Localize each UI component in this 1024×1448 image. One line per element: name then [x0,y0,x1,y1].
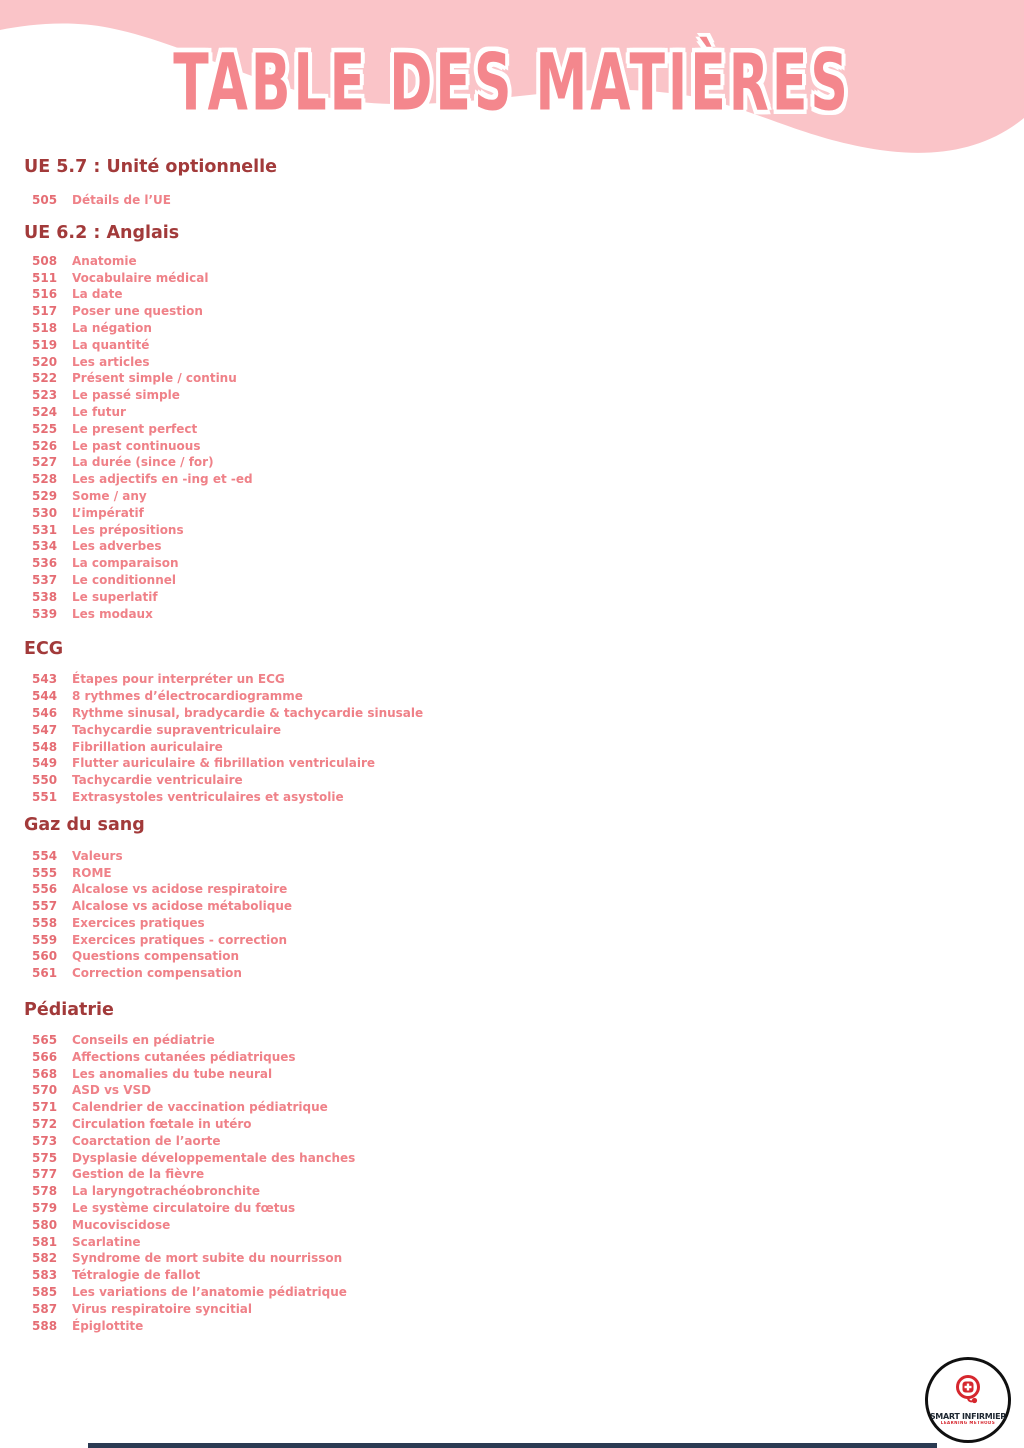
toc-entry[interactable] [32,1166,1000,1183]
toc-entry-label: Vocabulaire médical [72,270,209,285]
toc-entry[interactable] [32,606,1000,623]
toc-entry-page-number: 538 [32,589,58,604]
toc-entry-page-number: 581 [32,1234,58,1249]
toc-entry[interactable] [32,881,1000,898]
toc-entry[interactable] [32,1284,1000,1301]
toc-entry-page-number: 550 [32,773,58,788]
toc-entry-label: Circulation fœtale in utéro [72,1117,252,1132]
toc-entry-label: Calendrier de vaccination pédiatrique [72,1100,328,1115]
toc-entry[interactable] [32,1116,1000,1133]
toc-entry-page-number: 575 [32,1150,58,1165]
toc-entry-label: La quantité [72,337,150,352]
toc-entry-label: Le present perfect [72,421,198,436]
toc-entry[interactable] [32,320,1000,337]
toc-entry-page-number: 585 [32,1285,58,1300]
toc-entry[interactable] [32,555,1000,572]
toc-entry-page-number: 579 [32,1201,58,1216]
toc-entry[interactable] [32,1150,1000,1167]
toc-entry[interactable] [32,303,1000,320]
toc-entry-page-number: 583 [32,1268,58,1283]
toc-entry-page-number: 548 [32,739,58,754]
stethoscope-shield-icon [953,1374,983,1410]
toc-entry-label: Les modaux [72,606,153,621]
toc-entry-label: Exercices pratiques [72,915,205,930]
toc-entry[interactable] [32,671,1000,688]
toc-entry-label: Tétralogie de fallot [72,1268,201,1283]
toc-entry[interactable] [32,915,1000,932]
toc-entry-page-number: 505 [32,193,58,207]
toc-entry-label: Poser une question [72,304,203,319]
toc-entry[interactable] [32,772,1000,789]
toc-entry-page-number: 582 [32,1251,58,1266]
toc-entry-label: Le système circulatoire du fœtus [72,1201,296,1216]
toc-section-heading: ECG [24,639,64,660]
toc-entry[interactable] [32,421,1000,438]
toc-entry-page-number: 517 [32,304,58,319]
toc-entry-page-number: 556 [32,882,58,897]
toc-entry[interactable] [32,192,1000,209]
toc-entry-label: Tachycardie ventriculaire [72,773,243,788]
toc-entry-page-number: 528 [32,472,58,487]
toc-entry-page-number: 529 [32,488,58,503]
toc-entry-page-number: 587 [32,1301,58,1316]
toc-entry-page-number: 559 [32,932,58,947]
toc-entry-label: La laryngotrachéobronchite [72,1184,260,1199]
toc-entry-page-number: 520 [32,354,58,369]
toc-entry[interactable] [32,705,1000,722]
toc-entry-label: Alcalose vs acidose respiratoire [72,882,288,897]
toc-entry[interactable] [32,589,1000,606]
toc-entry[interactable] [32,1183,1000,1200]
toc-entry[interactable] [32,1250,1000,1267]
toc-entry-page-number: 571 [32,1100,58,1115]
toc-entry-label: La comparaison [72,556,179,571]
toc-entry-page-number: 511 [32,270,58,285]
toc-entry[interactable] [32,1217,1000,1234]
toc-entry[interactable] [32,965,1000,982]
toc-entry-label: Détails de l’UE [72,193,171,207]
toc-entry[interactable] [32,755,1000,772]
toc-entry-page-number: 539 [32,606,58,621]
toc-entry[interactable] [32,948,1000,965]
toc-entry-page-number: 568 [32,1066,58,1081]
toc-entry-page-number: 561 [32,966,58,981]
toc-entry[interactable] [32,1200,1000,1217]
toc-entry-label: Gestion de la fièvre [72,1167,205,1182]
toc-entry-label: ROME [72,865,112,880]
toc-entry[interactable] [32,722,1000,739]
toc-entry-page-number: 522 [32,371,58,386]
toc-entry-label: Exercices pratiques - correction [72,932,288,947]
toc-entry-label: Dysplasie développementale des hanches [72,1150,356,1165]
toc-entry-page-number: 558 [32,915,58,930]
toc-entry-label: Mucoviscidose [72,1217,171,1232]
toc-entry[interactable] [32,1032,1000,1049]
toc-entry-label: Rythme sinusal, bradycardie & tachycardie sinusale [72,705,424,720]
toc-entry-label: Some / any [72,488,147,503]
toc-entry[interactable] [32,865,1000,882]
toc-entry-page-number: 523 [32,388,58,403]
toc-section [24,814,1000,982]
toc-entry[interactable] [32,1099,1000,1116]
toc-entry-label: Les adjectifs en -ing et -ed [72,472,253,487]
footer-bar [88,1443,937,1448]
toc-entry-label: La date [72,287,123,302]
toc-entry[interactable] [32,688,1000,705]
toc-entry-page-number: 534 [32,539,58,554]
toc-entry-label: Correction compensation [72,966,242,981]
toc-entry-page-number: 508 [32,253,58,268]
toc-entry-label: Le futur [72,404,126,419]
toc-entry-label: Anatomie [72,253,137,268]
toc-entry-label: ASD vs VSD [72,1083,152,1098]
toc-entry[interactable] [32,454,1000,471]
toc-entry-label: La négation [72,320,152,335]
toc-entry-page-number: 516 [32,287,58,302]
toc-entry[interactable] [32,505,1000,522]
toc-entry[interactable] [32,404,1000,421]
toc-entry[interactable] [32,1301,1000,1318]
toc-entry-list [24,253,1000,623]
toc-entry-page-number: 544 [32,689,58,704]
toc-entry[interactable] [32,522,1000,539]
toc-section-heading: UE 5.7 : Unité optionnelle [24,157,278,177]
toc-entry-list [24,192,1000,209]
toc-entry-label: Étapes pour interpréter un ECG [72,672,285,687]
toc-entry-label: Conseils en pédiatrie [72,1033,215,1048]
toc-entry-label: Présent simple / continu [72,371,237,386]
toc-entry-label: Flutter auriculaire & fibrillation ventriculaire [72,756,376,771]
toc-entry[interactable] [32,471,1000,488]
toc-entry-page-number: 560 [32,949,58,964]
toc-entry-page-number: 547 [32,722,58,737]
toc-entry[interactable] [32,1318,1000,1335]
table-of-contents [24,150,1000,1334]
toc-entry-label: Syndrome de mort subite du nourrisson [72,1251,343,1266]
toc-entry-page-number: 557 [32,899,58,914]
toc-entry[interactable] [32,1082,1000,1099]
toc-section [24,222,1000,623]
toc-entry-page-number: 565 [32,1033,58,1048]
toc-entry[interactable] [32,354,1000,371]
toc-entry[interactable] [32,438,1000,455]
toc-entry[interactable] [32,286,1000,303]
toc-entry[interactable] [32,488,1000,505]
toc-entry[interactable] [32,789,1000,806]
toc-entry-label: Les anomalies du tube neural [72,1066,273,1081]
toc-entry-label: Le conditionnel [72,572,176,587]
toc-section [24,638,1000,805]
toc-entry-page-number: 525 [32,421,58,436]
toc-entry-label: Le superlatif [72,589,158,604]
toc-entry-page-number: 531 [32,522,58,537]
toc-section-heading: Pédiatrie [24,1000,114,1021]
toc-entry-page-number: 527 [32,455,58,470]
toc-section-heading: Gaz du sang [24,814,145,835]
toc-entry[interactable] [32,387,1000,404]
toc-entry-label: Questions compensation [72,949,239,964]
toc-entry-page-number: 551 [32,789,58,804]
toc-entry[interactable] [32,572,1000,589]
logo-tagline-text: LEARNING METHODS [940,1420,996,1426]
toc-entry-label: Coarctation de l’aorte [72,1133,221,1148]
toc-entry-label: Les prépositions [72,522,184,537]
toc-entry-page-number: 570 [32,1083,58,1098]
toc-entry-label: Épiglottite [72,1318,144,1333]
toc-entry-page-number: 566 [32,1049,58,1064]
toc-entry-label: Tachycardie supraventriculaire [72,722,281,737]
toc-entry[interactable] [32,739,1000,756]
toc-entry-page-number: 573 [32,1133,58,1148]
toc-entry-page-number: 537 [32,572,58,587]
toc-entry-page-number: 578 [32,1184,58,1199]
toc-entry[interactable] [32,1267,1000,1284]
toc-entry[interactable] [32,1133,1000,1150]
toc-entry[interactable] [32,848,1000,865]
toc-entry-list [24,848,1000,982]
page-title: TABLE DES MATIÈRES [173,39,851,129]
toc-entry-page-number: 546 [32,705,58,720]
toc-entry[interactable] [32,253,1000,270]
toc-entry-page-number: 543 [32,672,58,687]
toc-entry-label: L’impératif [72,505,144,520]
toc-entry-label: Alcalose vs acidose métabolique [72,899,292,914]
toc-entry-page-number: 524 [32,404,58,419]
toc-entry-label: Le past continuous [72,438,201,453]
toc-entry-label: Les articles [72,354,150,369]
toc-entry-list [24,671,1000,805]
toc-entry-page-number: 572 [32,1117,58,1132]
toc-entry-page-number: 554 [32,848,58,863]
toc-entry-label: Les adverbes [72,539,162,554]
logo-brand-text: SMART INFIRMIER [929,1411,1007,1421]
smart-infirmier-logo [925,1357,1011,1443]
toc-entry-label: Virus respiratoire syncitial [72,1301,253,1316]
toc-entry[interactable] [32,370,1000,387]
toc-entry-label: Fibrillation auriculaire [72,739,223,754]
toc-section [24,999,1000,1334]
toc-entry-label: Scarlatine [72,1234,141,1249]
toc-entry[interactable] [32,270,1000,287]
toc-entry-page-number: 555 [32,865,58,880]
toc-entry[interactable] [32,1234,1000,1251]
toc-entry[interactable] [32,337,1000,354]
toc-entry[interactable] [32,538,1000,555]
toc-entry-label: Extrasystoles ventriculaires et asystolie [72,789,344,804]
toc-entry-page-number: 526 [32,438,58,453]
toc-section-heading: UE 6.2 : Anglais [24,222,180,243]
toc-entry[interactable] [32,898,1000,915]
toc-entry[interactable] [32,1066,1000,1083]
toc-entry-label: Le passé simple [72,388,180,403]
toc-entry-page-number: 518 [32,320,58,335]
toc-entry-page-number: 577 [32,1167,58,1182]
toc-entry[interactable] [32,932,1000,949]
toc-entry-page-number: 536 [32,556,58,571]
toc-entry-list [24,1032,1000,1334]
toc-entry-label: Les variations de l’anatomie pédiatrique [72,1285,347,1300]
toc-entry-page-number: 588 [32,1318,58,1333]
toc-entry-label: La durée (since / for) [72,455,214,470]
toc-entry[interactable] [32,1049,1000,1066]
toc-section [24,156,1000,209]
toc-entry-page-number: 519 [32,337,58,352]
toc-entry-label: Valeurs [72,848,123,863]
toc-entry-label: 8 rythmes d’électrocardiogramme [72,689,303,704]
toc-entry-page-number: 549 [32,756,58,771]
toc-entry-page-number: 580 [32,1217,58,1232]
toc-entry-label: Affections cutanées pédiatriques [72,1049,296,1064]
toc-entry-page-number: 530 [32,505,58,520]
